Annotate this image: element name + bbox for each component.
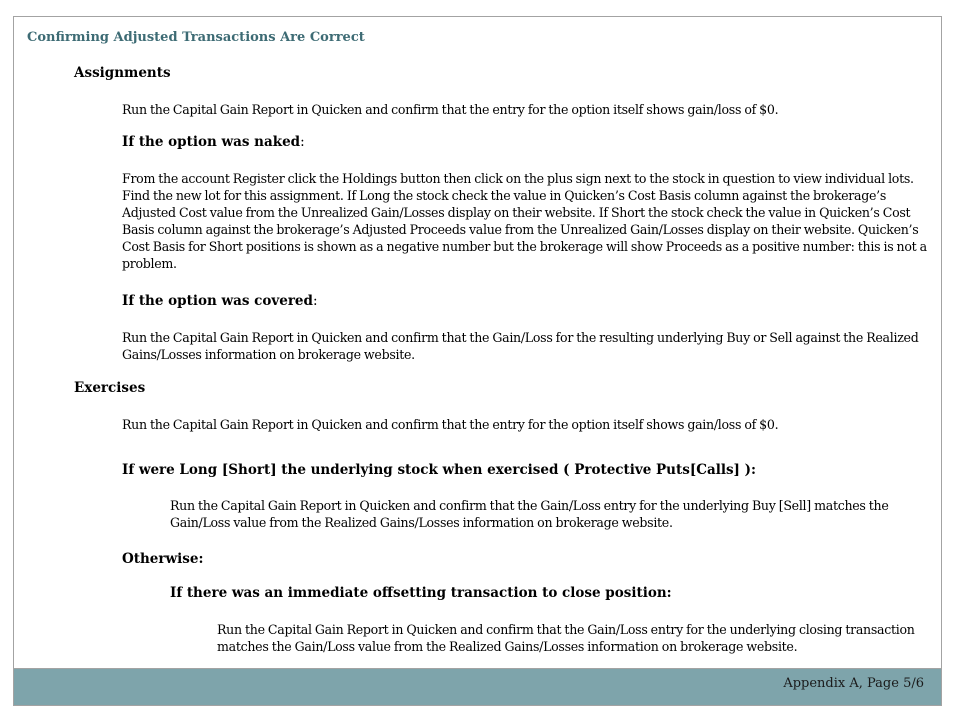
footer-band bbox=[13, 669, 942, 706]
long-short-heading bbox=[122, 462, 756, 478]
long-short-text: Run the Capital Gain Report in Quicken and confirm that the Gain/Loss entry for the underlying Buy [Sell] matches the Gain/Loss value from the Realized Gains/Losses information on brokerage website. bbox=[170, 498, 889, 530]
assignments-report-text: Run the Capital Gain Report in Quicken and confirm that the entry for the option itself shows gain/loss of $0. bbox=[122, 102, 779, 117]
exercises-heading: Exercises bbox=[74, 380, 146, 396]
covered-text: Run the Capital Gain Report in Quicken and confirm that the Gain/Loss for the resulting underlying Buy or Sell against the Realized Gains/Losses information on brokerage website. bbox=[122, 330, 919, 362]
covered-heading bbox=[122, 293, 318, 309]
naked-heading-label: If the option was naked bbox=[122, 134, 301, 150]
naked-text: From the account Register click the Holdings button then click on the plus sign next to the stock in question to view individual lots. Find the new lot for this assignment. If Long the stock check the value in Quicken’s Cost Basis column against the brokerage’s Adjusted Cost value from the Unrealized Gain/Losses display on their website. If Short the stock check the value in Quicken’s Cost Basis column against the brokerage’s Adjusted Proceeds value from the Unrealized Gain/Losses display on their website. Quicken’s Cost Basis for Short positions is shown as a negative number but the brokerage will show Proceeds as a positive number: this is not a problem. bbox=[122, 171, 927, 271]
covered-heading-colon: : bbox=[312, 293, 318, 309]
page-number-label: Appendix A, Page 5/6 bbox=[783, 676, 924, 691]
long-short-heading-label: If were Long [Short] the underlying stock when exercised ( Protective Puts[Calls] ): bbox=[122, 462, 757, 478]
naked-heading-colon: : bbox=[300, 134, 305, 150]
page-title: Confirming Adjusted Transactions Are Correct bbox=[27, 30, 365, 45]
covered-heading-label: If the option was covered bbox=[122, 293, 313, 309]
otherwise-heading bbox=[122, 551, 203, 567]
otherwise-heading-label: Otherwise: bbox=[122, 551, 204, 567]
assignments-heading: Assignments bbox=[74, 65, 171, 81]
exercises-report-text: Run the Capital Gain Report in Quicken and confirm that the entry for the option itself shows gain/loss of $0. bbox=[122, 417, 779, 432]
naked-heading bbox=[122, 134, 305, 150]
offset-heading: If there was an immediate offsetting transaction to close position: bbox=[170, 585, 672, 601]
offset-text: Run the Capital Gain Report in Quicken and confirm that the Gain/Loss entry for the underlying closing transaction matches the Gain/Loss value from the Realized Gains/Losses information on brokerage website. bbox=[217, 622, 915, 654]
